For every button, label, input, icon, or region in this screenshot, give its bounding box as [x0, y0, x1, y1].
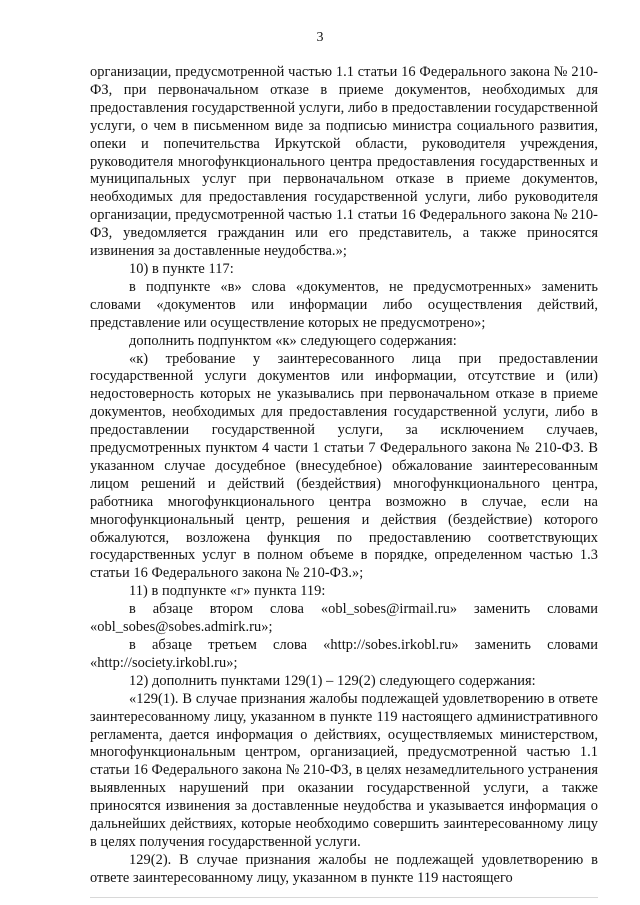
paragraph-7: в абзаце втором слова «obl_sobes@irmail.ru» заменить словами «obl_sobes@sobes.admirk.ru»; — [90, 601, 598, 636]
paragraph-4: дополнить подпунктом «к» следующего содержания: — [129, 332, 457, 349]
paragraph-11: 129(2). В случае признания жалобы не подлежащей удовлетворению в ответе заинтересованному лицу, указанном в пункте 119 настоящего — [90, 851, 598, 886]
paragraph-9: 12) дополнить пунктами 129(1) – 129(2) следующего содержания: — [129, 672, 536, 689]
page-number: 3 — [316, 30, 324, 45]
paragraph-6: 11) в подпункте «г» пункта 119: — [129, 583, 326, 600]
paragraph-8: в абзаце третьем слова «http://sobes.irkobl.ru» заменить словами «http://society.irkobl.ru»; — [90, 637, 598, 671]
paragraph-5: «к) требование у заинтересованного лица при предоставлении государственной услуги документов или информации, отсутствие и (или) недостоверность которых не указывались при первоначальном отказе в приеме документов, необходимых для предоставления государственной услуги, либо в предоставлении государственной услуги, за исключением случаев, предусмотренных пунктом 4 части 1 статьи 7 Федерального закона № 210-ФЗ. В указанном случае досудебное (внесудебное) обжалование заинтересованным лицом решений и действий (бездействия) многофункционального центра, работника многофункционального центра возможно в случае, если на многофункциональный центр, решения и действия (бездействие) которого обжалуются, возложена функция по предоставлению соответствующих государственных услуг в полном объеме в порядке, определенном частью 1.3 статьи 16 Федерального закона № 210-ФЗ.»; — [90, 350, 598, 582]
paragraph-2: 10) в пункте 117: — [129, 260, 234, 277]
paragraph-10: «129(1). В случае признания жалобы подлежащей удовлетворению в ответе заинтересованному лицу, указанном в пункте 119 настоящего административного регламента, дается информация о действиях, осуществляемых министерством, многофункциональным центром, организацией, предусмотренной частью 1.1 статьи 16 Федерального закона № 210-ФЗ, в целях незамедлительного устранения выявленных нарушений при оказании государственной услуги, а также приносятся извинения за доставленные неудобства и указывается информация о дальнейших действиях, которые необходимо совершить заинтересованному лицу в целях получения государственной услуги. — [90, 690, 598, 850]
paragraph-3: в подпункте «в» слова «документов, не предусмотренных» заменить словами «документов или информации либо осуществления действий, представление или осуществление которых не предусмотрено»; — [90, 278, 598, 331]
document-body — [90, 64, 598, 888]
paragraph-1: организации, предусмотренной частью 1.1 статьи 16 Федерального закона № 210-ФЗ, при первоначальном отказе в приеме документов, необходимых для предоставления государственной услуги, либо в предоставлении государственной услуги, о чем в письменном виде за подписью министра социального развития, опеки и попечительства Иркутской области, руководителя учреждения, руководителя многофункционального центра предоставления государственных и муниципальных услуг при первоначальном отказе в приеме документов, необходимых для предоставления государственной услуги, либо руководителя организации, предусмотренной частью 1.1 статьи 16 Федерального закона № 210-ФЗ, уведомляется гражданин или его представитель, а также приносятся извинения за доставленные неудобства.»; — [90, 64, 598, 260]
scan-edge-divider — [90, 897, 598, 898]
